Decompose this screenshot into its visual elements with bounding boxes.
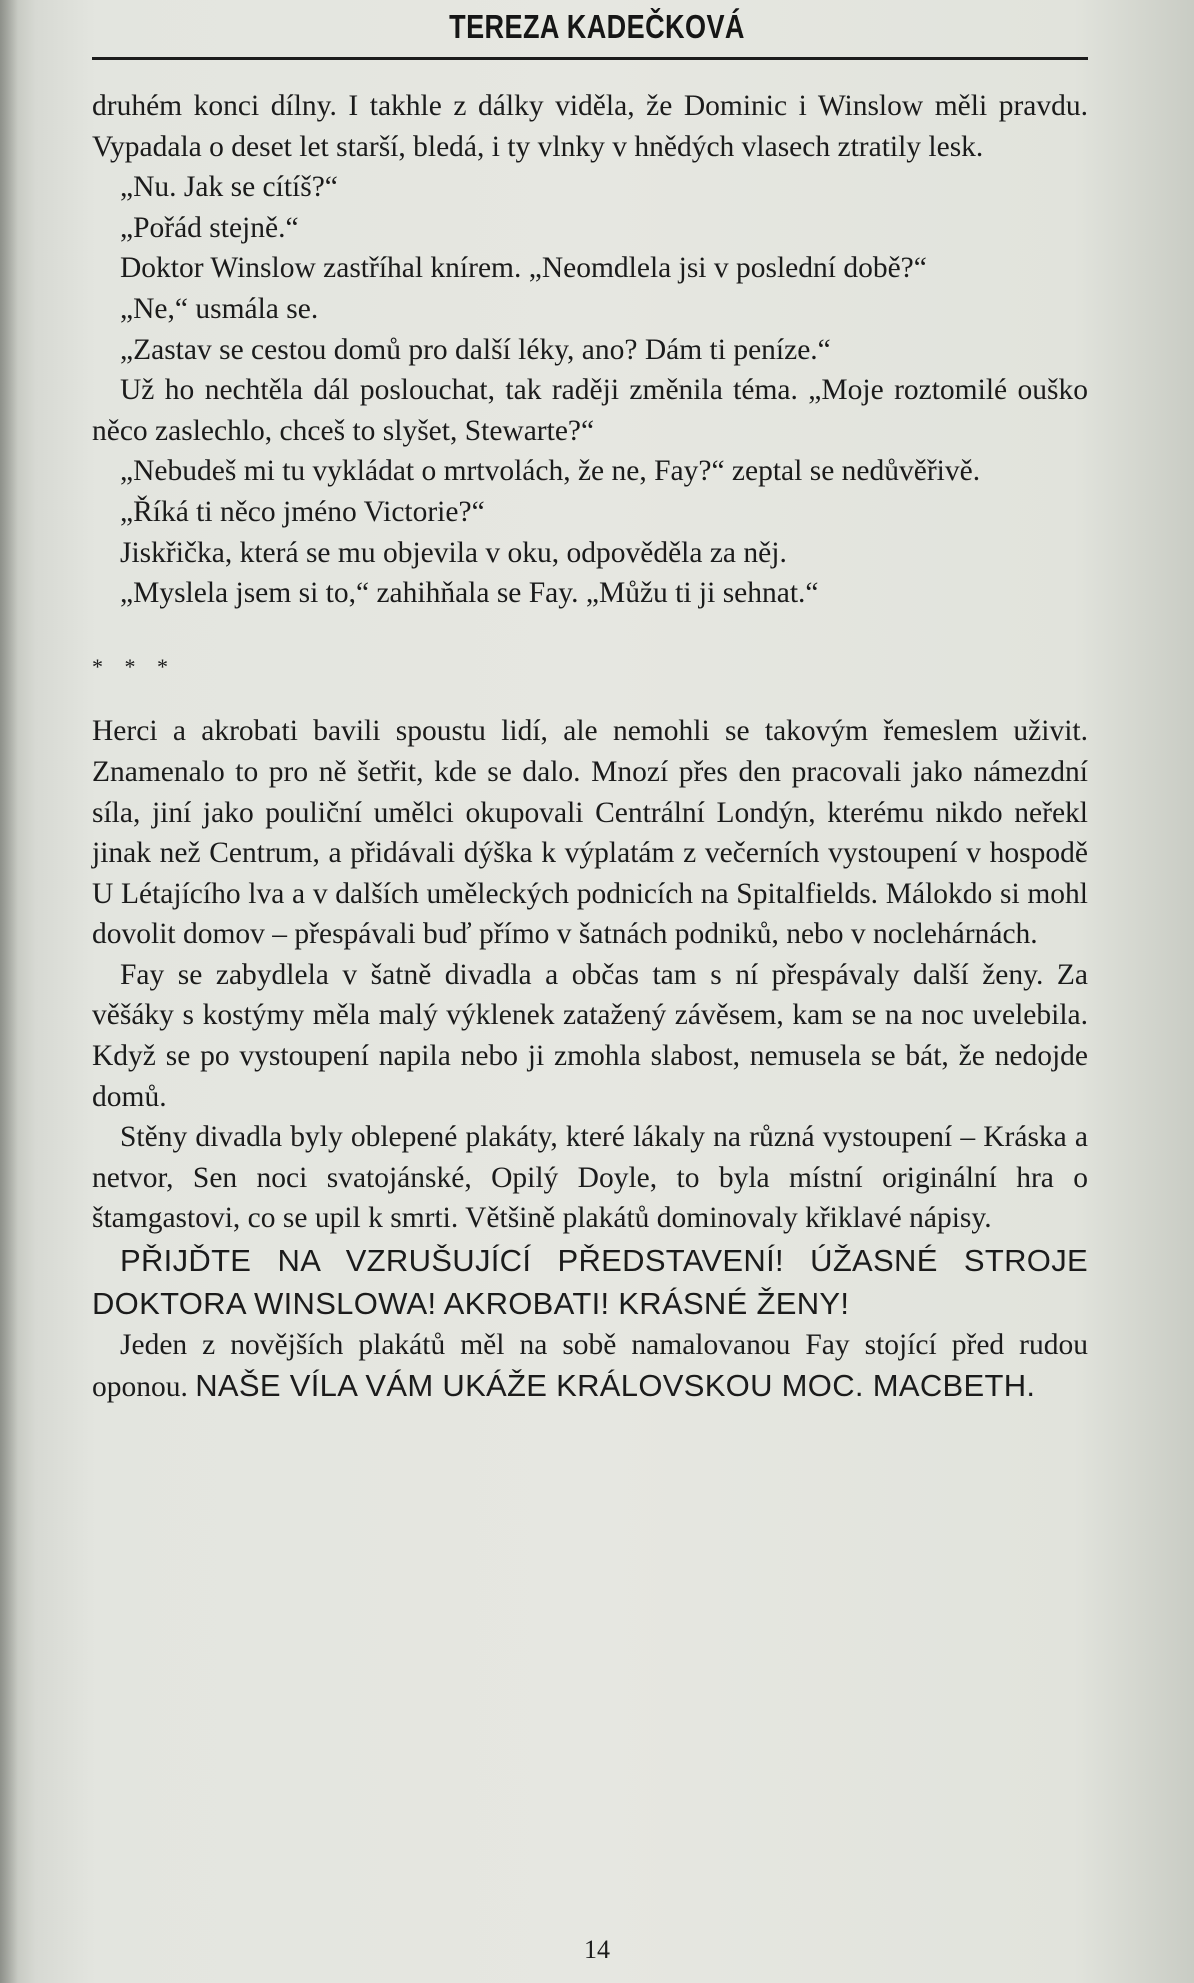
paragraph: „Myslela jsem si to,“ zahihňala se Fay. „Můžu ti ji sehnat.“ [120, 577, 819, 610]
paragraph: „Nebudeš mi tu vykládat o mrtvolách, že ne, Fay?“ zeptal se nedůvěřivě. [120, 455, 981, 488]
paragraph: druhém konci dílny. I takhle z dálky viděla, že Dominic i Winslow měli pravdu. Vypadala o deset let starší, bledá, i ty vlnky v hnědých vlasech ztratily lesk. [92, 90, 1088, 163]
body-text [92, 86, 1088, 1407]
header-rule [92, 57, 1088, 60]
paragraph: „Pořád stejně.“ [120, 211, 299, 244]
paragraph: Už ho nechtěla dál poslouchat, tak raději změnila téma. „Moje roztomilé ouško něco zaslechlo, chceš to slyšet, Stewarte?“ [92, 374, 1088, 447]
page-number: 14 [584, 1935, 610, 1964]
paragraph: Fay se zabydlela v šatně divadla a občas tam s ní přespávaly další ženy. Za věšáky s kostýmy měla malý výklenek zatažený závěsem, kam se na noc uvelebila. Když se po vystoupení napila nebo ji zmohla slabost, nemusela se bát, že nedojde domů. [92, 958, 1088, 1113]
paragraph: Stěny divadla byly oblepené plakáty, které lákaly na různá vystoupení – Kráska a netvor, Sen noci svatojánské, Opilý Doyle, to byla místní originální hra o štamgastovi, co se upil k smrti. Většině plakátů dominovaly křiklavé nápisy. [92, 1121, 1088, 1235]
paragraph: „Zastav se cestou domů pro další léky, ano? Dám ti peníze.“ [120, 333, 831, 366]
poster-text: PŘIJĎTE NA VZRUŠUJÍCÍ PŘEDSTAVENÍ! ÚŽASNÉ STROJE DOKTORA WINSLOWA! AKROBATI! KRÁSNÉ ŽENY! [92, 1243, 1088, 1322]
paragraph: „Říká ti něco jméno Victorie?“ [120, 495, 485, 528]
paragraph: Doktor Winslow zastříhal knírem. „Neomdlela jsi v poslední době?“ [120, 252, 927, 285]
paragraph: „Ne,“ usmála se. [120, 292, 319, 325]
final-paragraph-caps: NAŠE VÍLA VÁM UKÁŽE KRÁLOVSKOU MOC. MACBETH. [195, 1367, 1036, 1403]
final-paragraph-lead: Jeden z novějších plakátů měl na sobě namalovanou Fay stojící před rudou oponou. [92, 1329, 1088, 1403]
paragraph: Herci a akrobati bavili spoustu lidí, ale nemohli se takovým řemeslem uživit. Znamenalo to pro ně šetřit, kde se dalo. Mnozí přes den pracovali jako námezdní síla, jiní jako pouliční umělci okupovali Centrální Londýn, kterému nikdo neřekl jinak než Centrum, a přidávali dýška k výplatám z večerních vystoupení v hospodě U Létajícího lva a v dalších uměleckých podnicích na Spitalfields. Málokdo si mohl dovolit domov – přespávali buď přímo v šatnách podniků, nebo v noclehárnách. [92, 715, 1088, 951]
paragraph: „Nu. Jak se cítíš?“ [120, 171, 338, 204]
running-head-author: TEREZA KADEČKOVÁ [449, 8, 745, 45]
final-paragraph [92, 1325, 1088, 1407]
paragraph: Jiskřička, která se mu objevila v oku, odpověděla za něj. [120, 536, 787, 569]
scene-break: * * * [92, 653, 176, 679]
